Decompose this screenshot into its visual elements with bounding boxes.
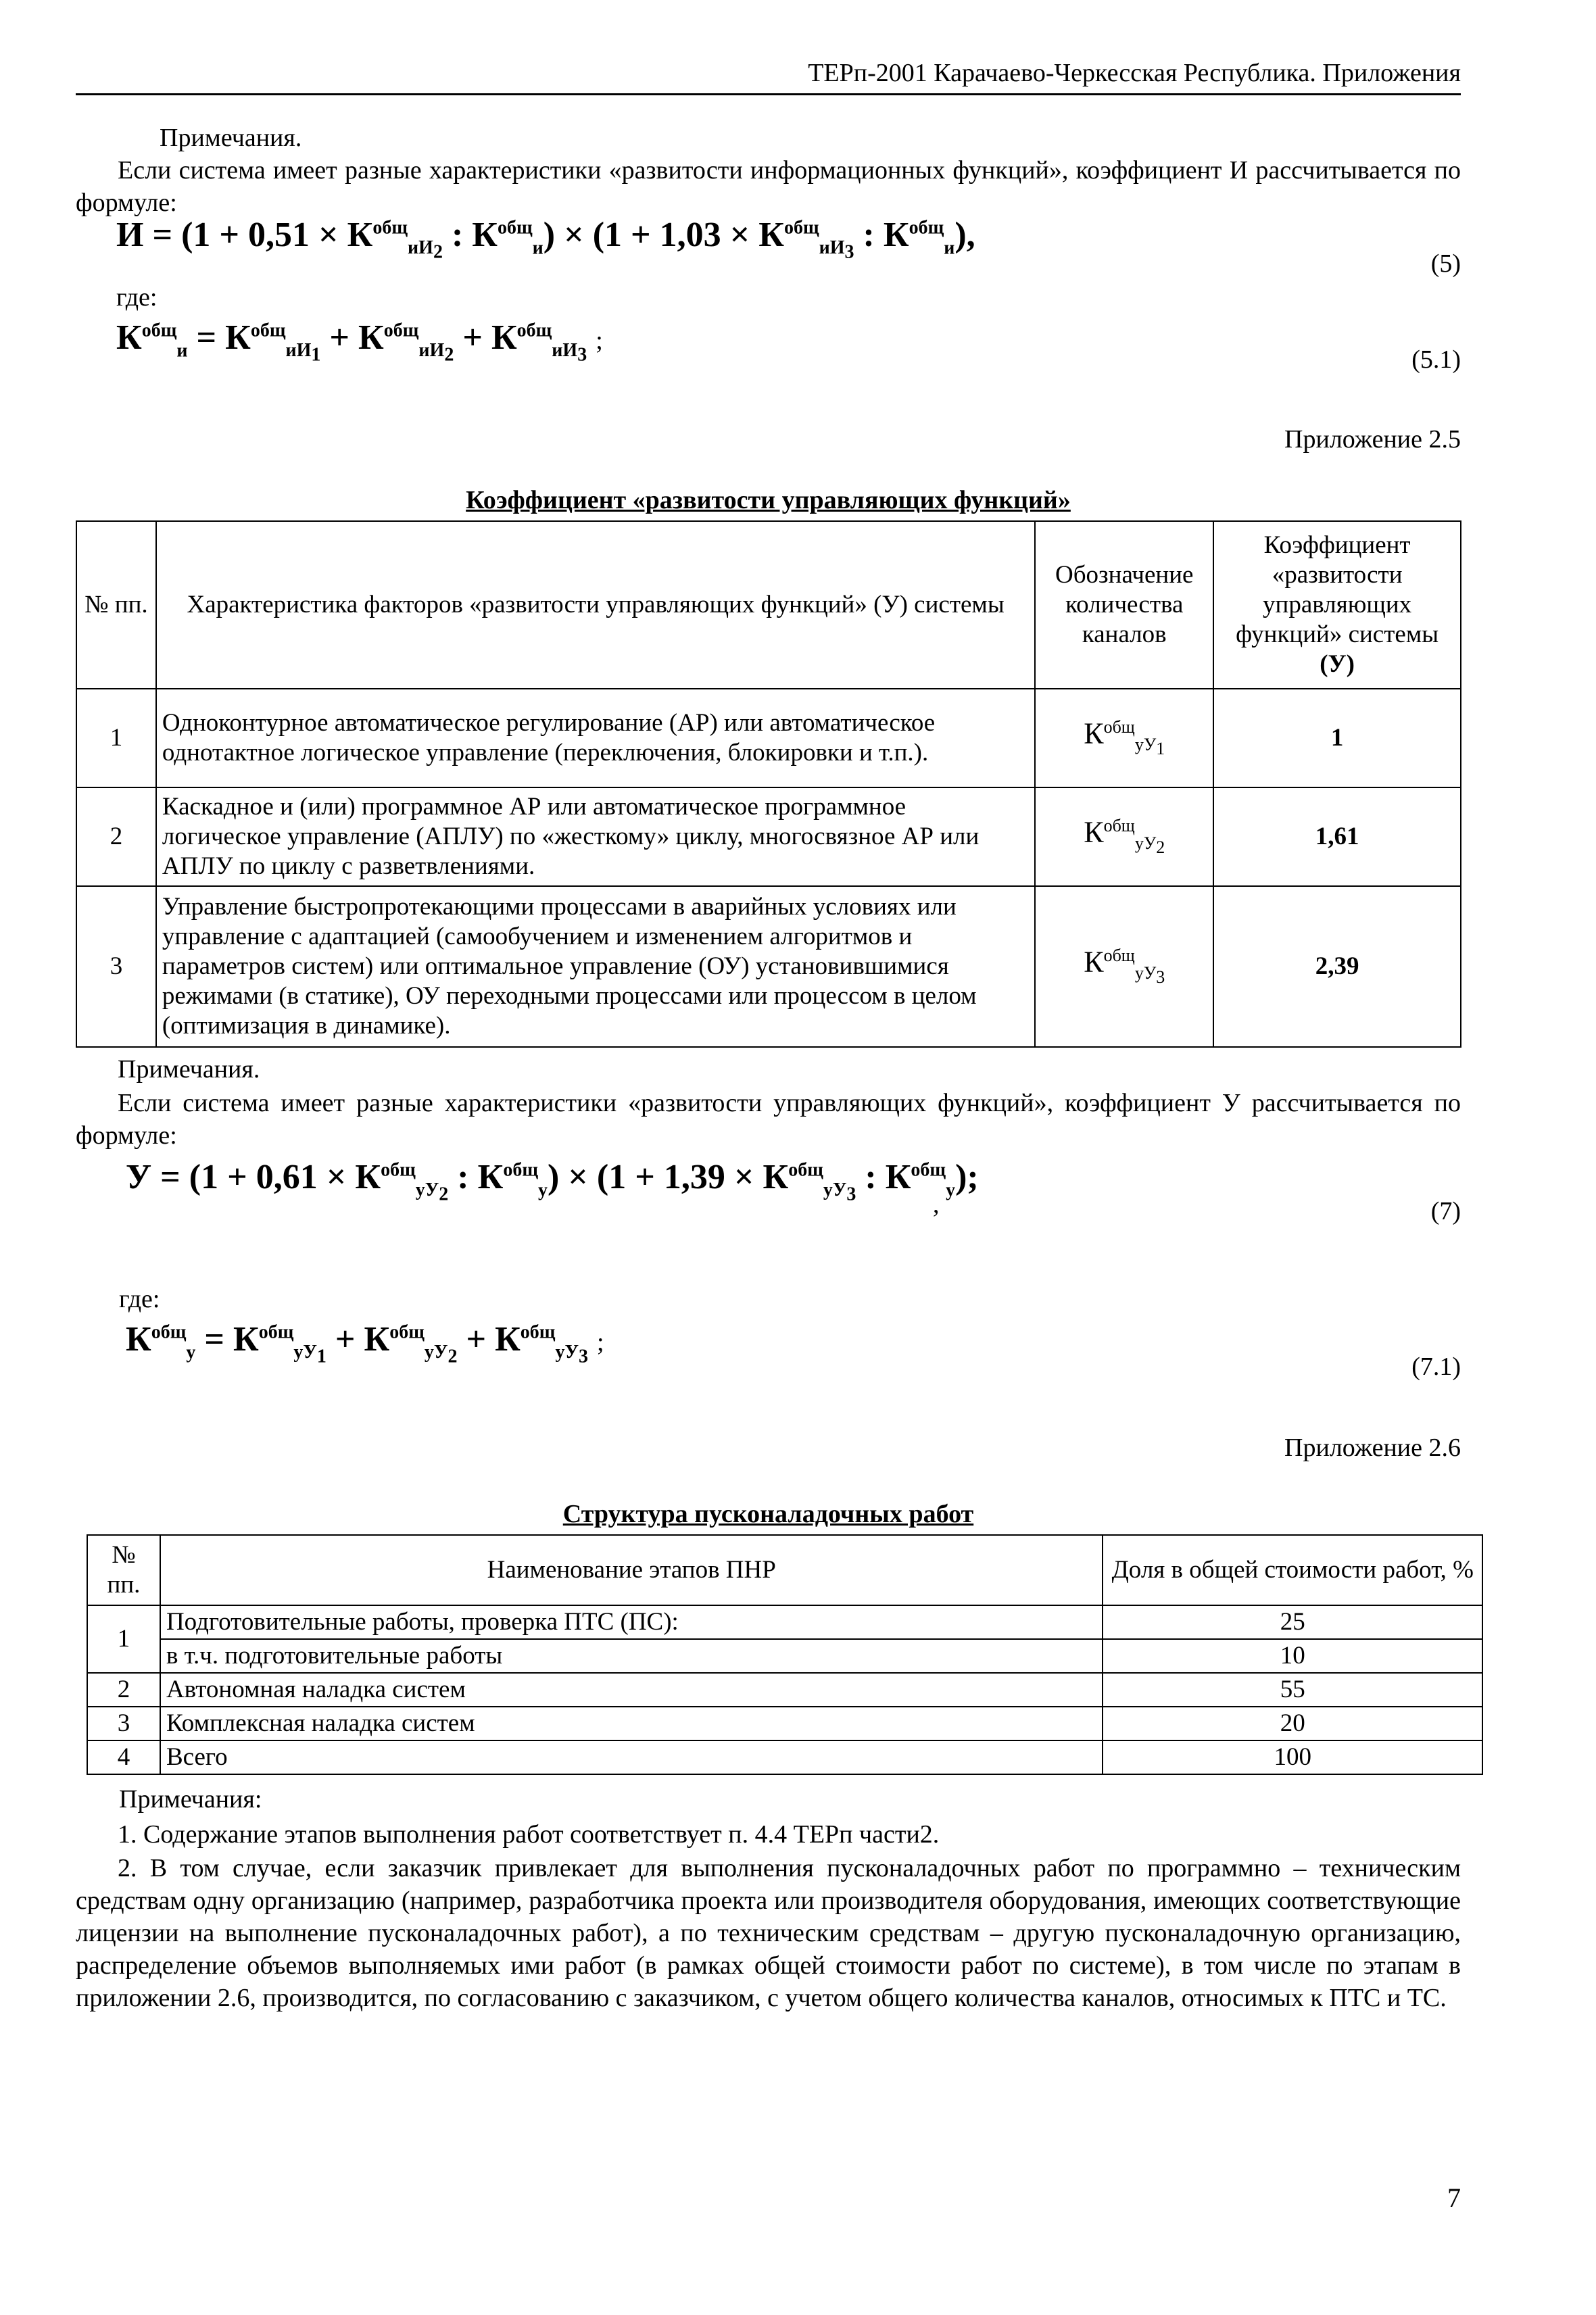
- table-row: 1 Одноконтурное автоматическое регулирование (АР) или автоматическое однотактное логическое управление (переключения, блокировки и т.п.). $К^{общ}_{уУ_1}$ 1: [76, 689, 1461, 787]
- appendix-2-5-label: Приложение 2.5: [1284, 425, 1461, 454]
- equation-number-7-1: (7.1): [1411, 1353, 1461, 1381]
- formula-7: $У = (1 + 0,61 \times К^{общ}_{уУ_2}$ : $К^{общ}_у) \times (1 + 1,39 \times К^{общ}_{уУ_3}$ : $К^{общ}_у$);: [126, 1158, 979, 1205]
- header-share: Доля в общей стоимости работ, %: [1103, 1535, 1482, 1605]
- equation-number-5: (5): [1430, 249, 1461, 278]
- notes1-heading: Примечания.: [160, 124, 302, 152]
- formula-5: $И = (1 + 0,51 \times К^{общ}_{иИ_2}$ : $К^{общ}_и) \times (1 + 1,03 \times К^{общ}_{иИ_3}$ : $К^{общ}_и$),: [116, 216, 975, 263]
- notes3-item2: 2. В том случае, если заказчик привлекает для выполнения пусконаладочных работ по программно – техническим средствам одну организацию (например, разработчика проекта или производителя оборудования, имеющих соответствующие лицензии на выполнение пусконаладочных работ), а по техническим средствам – другую пусконаладочную организацию, распределение объемов выполняемых ими работ (в рамках общей стоимости работ по системе), в том числе по этапам в приложении 2.6, производится, по согласованию с заказчиком, с учетом общего количества каналов, относимых к ПТС и ТС.: [76, 1854, 1461, 2012]
- header-num: № пп.: [76, 521, 156, 689]
- table-row: 3 Комплексная наладка систем 20: [87, 1707, 1482, 1740]
- table-header-row: [76, 521, 1461, 689]
- table-row: 1 Подготовительные работы, проверка ПТС (ПС): 25: [87, 1605, 1482, 1639]
- notes3-item1: 1. Содержание этапов выполнения работ соответствует п. 4.4 ТЕРп части2.: [118, 1820, 940, 1849]
- where-label-1: где:: [116, 283, 158, 312]
- notes2-text: Если система имеет разные характеристики «развитости управляющих функций», коэффициент У рассчитывается по формуле:: [76, 1089, 1461, 1150]
- table-commissioning-structure: [87, 1534, 1483, 1775]
- formula-7-comma: ,: [933, 1190, 940, 1219]
- table-row: 4 Всего 100: [87, 1740, 1482, 1774]
- header-num: № пп.: [87, 1535, 160, 1605]
- appendix-2-6-title: Структура пусконаладочных работ: [562, 1500, 974, 1528]
- appendix-2-5-title: Коэффициент «развитости управляющих функций»: [466, 486, 1071, 514]
- header-rule: [76, 93, 1461, 95]
- formula-5-1: $К^{общ}_и = К^{общ}_{иИ_1} + К^{общ}_{иИ_2} + К^{общ}_{иИ_3}$ ;: [116, 318, 603, 366]
- equation-number-5-1: (5.1): [1411, 345, 1461, 374]
- header-name: Наименование этапов ПНР: [160, 1535, 1103, 1605]
- page-header-title: ТЕРп-2001 Карачаево-Черкесская Республика. Приложения: [808, 59, 1461, 87]
- table-control-functions: [76, 520, 1461, 1048]
- page-number: 7: [1447, 2183, 1461, 2213]
- table-row: 2 Автономная наладка систем 55: [87, 1673, 1482, 1707]
- header-coefficient: Коэффициент «развитости управляющих функций» системы (У): [1213, 521, 1461, 689]
- equation-number-7: (7): [1430, 1197, 1461, 1225]
- notes2-heading: Примечания.: [118, 1055, 260, 1083]
- table-row: в т.ч. подготовительные работы 10: [87, 1639, 1482, 1673]
- appendix-2-6-label: Приложение 2.6: [1284, 1434, 1461, 1462]
- symbol-kyy1: $К^{общ}_{уУ_1}$: [1035, 689, 1213, 787]
- table-row: 3 Управление быстропротекающими процессами в аварийных условиях или управление с адаптацией (самообучением и изменением алгоритмов и параметров систем) или оптимальное управление (ОУ) установившимися режимами (в статике), ОУ переходными процессами или процессом в целом (оптимизация в динамике). $К^{общ}_{уУ_3}$ 2,39: [76, 886, 1461, 1047]
- notes3-heading: Примечания:: [119, 1785, 262, 1813]
- symbol-kyy3: $К^{общ}_{уУ_3}$: [1035, 886, 1213, 1047]
- symbol-kyy2: $К^{общ}_{уУ_2}$: [1035, 787, 1213, 886]
- notes1-text: Если система имеет разные характеристики «развитости информационных функций», коэффициент И рассчитывается по формуле:: [76, 156, 1461, 217]
- where-label-2: где:: [119, 1285, 160, 1313]
- header-characteristic: Характеристика факторов «развитости управляющих функций» (У) системы: [156, 521, 1035, 689]
- table-row: 2 Каскадное и (или) программное АР или автоматическое программное логическое управление (АПЛУ) по «жесткому» циклу, многосвязное АР или АПЛУ по циклу с разветвлениями. $К^{общ}_{уУ_2}$ 1,61: [76, 787, 1461, 886]
- formula-7-1: $К^{общ}_у = К^{общ}_{уУ_1} + К^{общ}_{уУ_2} + К^{общ}_{уУ_3}$ ;: [126, 1320, 604, 1367]
- table-header-row: [87, 1535, 1482, 1605]
- header-designation: Обозначение количества каналов: [1035, 521, 1213, 689]
